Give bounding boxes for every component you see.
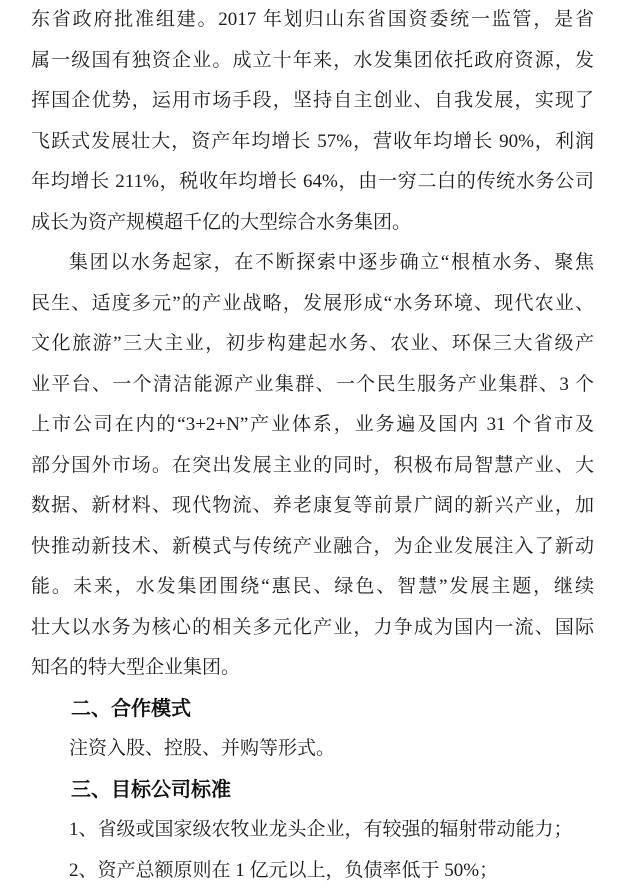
text-line: 知名的特大型企业集团。 [31,657,241,678]
text-line: 属一级国有独资企业。成立十年来，水发集团依托政府资源，发 [31,49,594,71]
text-line: 民生、适度多元”的产业战略，发展形成“水务环境、现代农业、 [31,292,594,314]
text-line: 飞跃式发展壮大，资产年均增长 57%，营收年均增长 90%，利润 [31,130,594,152]
text-line: 部分国外市场。在突出发展主业的同时，积极布局智慧产业、大 [31,454,594,476]
text-line: 注资入股、控股、并购等形式。 [69,738,336,759]
text-line: 壮大以水务为核心的相关多元化产业，力争成为国内一流、国际 [31,616,594,638]
section-heading: 三、目标公司标准 [71,778,231,801]
section-heading: 二、合作模式 [71,697,191,720]
text-line: 成长为资产规模超千亿的大型综合水务集团。 [31,211,412,233]
text-line: 东省政府批准组建。2017 年划归山东省国资委统一监管，是省 [31,9,594,30]
text-line: 上市公司在内的“3+2+N”产业体系，业务遍及国内 31 个省市及 [31,414,594,435]
text-line: 年均增长 211%，税收年均增长 64%，由一穷二白的传统水务公司 [31,171,594,192]
text-line: 能。未来，水发集团围绕“惠民、绿色、智慧”发展主题，继续 [31,576,594,597]
text-line: 挥国企优势，运用市场手段，坚持自主创业、自我发展，实现了 [31,90,594,111]
text-line: 快推动新技术、新模式与传统产业融合，为企业发展注入了新动 [31,535,594,557]
list-item: 1、省级或国家级农牧业龙头企业，有较强的辐射带动能力； [69,819,573,840]
text-line: 集团以水务起家，在不断探索中逐步确立“根植水务、聚焦 [69,252,594,273]
text-line: 文化旅游”三大主业，初步构建起水务、农业、环保三大省级产 [31,333,594,354]
text-line: 业平台、一个清洁能源产业集群、一个民生服务产业集群、3 个 [31,373,594,395]
list-item: 2、资产总额原则在 1 亿元以上，负债率低于 50%； [69,859,499,881]
text-line: 数据、新材料、现代物流、养老康复等前景广阔的新兴产业，加 [31,495,594,516]
